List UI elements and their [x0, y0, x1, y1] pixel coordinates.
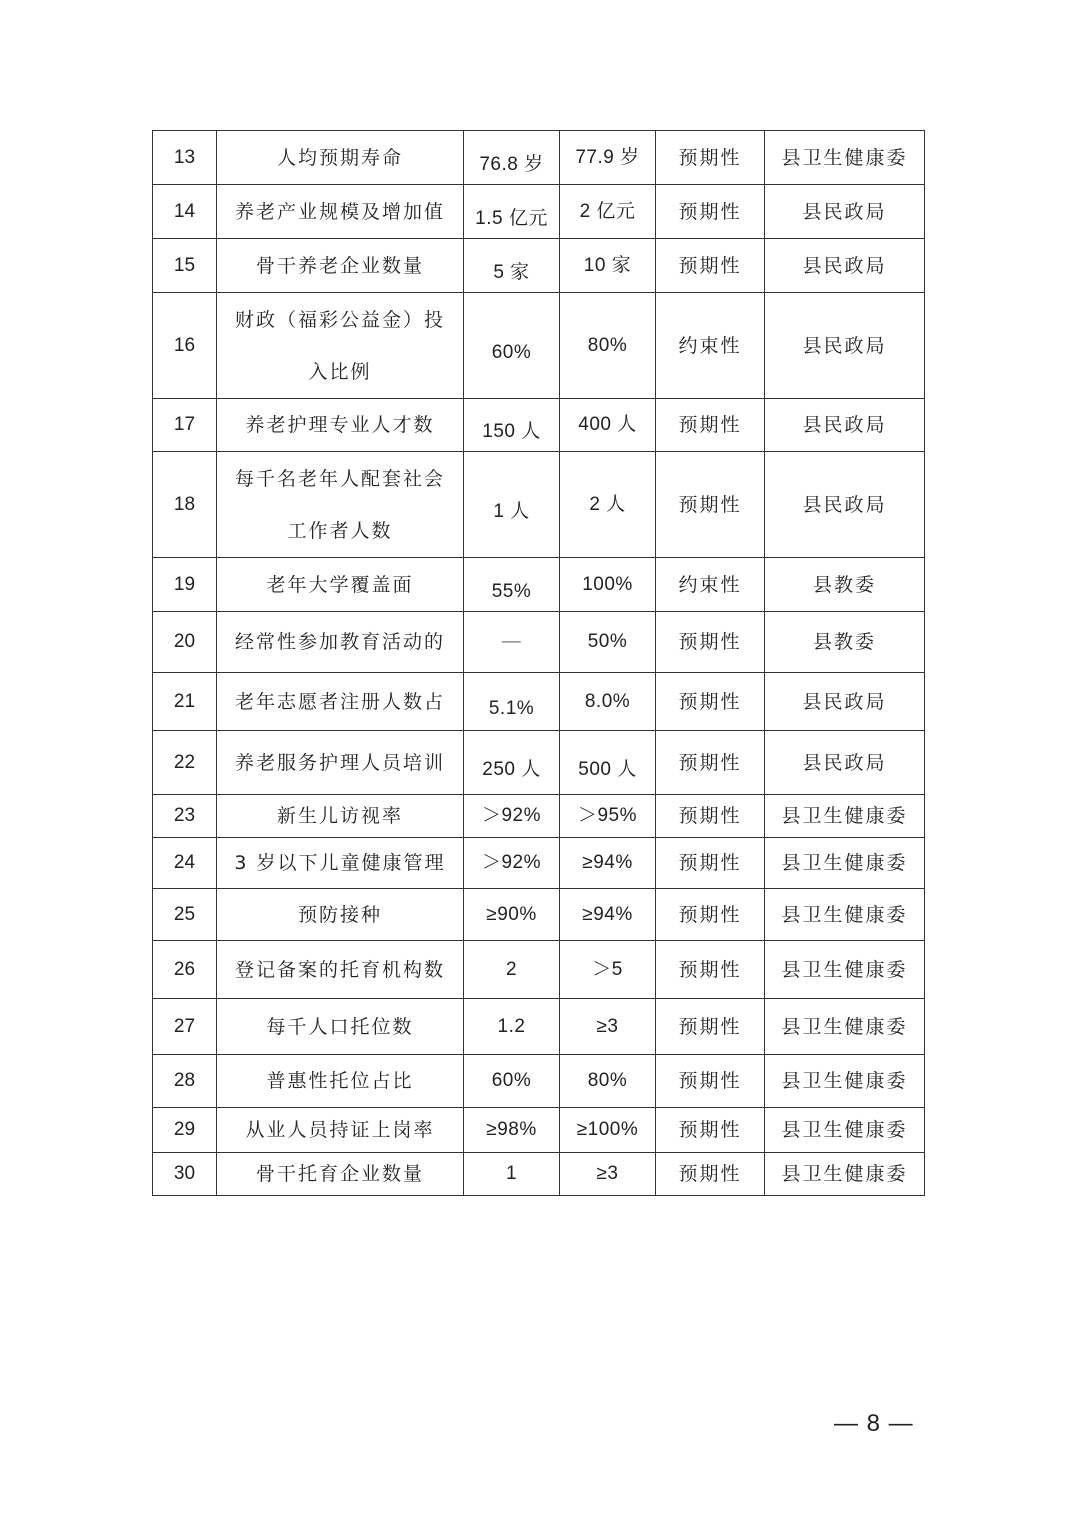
- responsible-department: 县卫生健康委: [765, 941, 925, 999]
- indicator-name: 经常性参加教育活动的: [217, 612, 464, 673]
- row-number: 14: [153, 185, 217, 239]
- baseline-value: ≥98%: [464, 1108, 560, 1153]
- table-row: [153, 239, 925, 293]
- target-value: ≥94%: [560, 889, 656, 941]
- indicator-attribute: 预期性: [656, 185, 765, 239]
- indicator-attribute: 预期性: [656, 131, 765, 185]
- indicator-name: 财政（福彩公益金）投入比例: [217, 293, 464, 399]
- responsible-department: 县卫生健康委: [765, 838, 925, 889]
- row-number: 27: [153, 999, 217, 1055]
- indicator-attribute: 预期性: [656, 999, 765, 1055]
- baseline-value: 55%: [464, 558, 560, 612]
- target-value: 50%: [560, 612, 656, 673]
- row-number: 24: [153, 838, 217, 889]
- indicator-attribute: 预期性: [656, 941, 765, 999]
- indicator-attribute: 预期性: [656, 673, 765, 731]
- baseline-value: 1: [464, 1153, 560, 1196]
- table-row: [153, 1153, 925, 1196]
- baseline-value: 150 人: [464, 399, 560, 452]
- table-row: [153, 452, 925, 558]
- indicator-table-container: [152, 130, 924, 1196]
- baseline-value: ＞92%: [464, 838, 560, 889]
- target-value: ＞95%: [560, 795, 656, 838]
- responsible-department: 县民政局: [765, 293, 925, 399]
- indicator-name: 养老护理专业人才数: [217, 399, 464, 452]
- responsible-department: 县教委: [765, 612, 925, 673]
- row-number: 22: [153, 731, 217, 795]
- baseline-value: 1.5 亿元: [464, 185, 560, 239]
- table-row: [153, 999, 925, 1055]
- target-value: ≥94%: [560, 838, 656, 889]
- target-value: ≥3: [560, 1153, 656, 1196]
- table-row: [153, 399, 925, 452]
- row-number: 25: [153, 889, 217, 941]
- row-number: 23: [153, 795, 217, 838]
- indicator-attribute: 预期性: [656, 1153, 765, 1196]
- responsible-department: 县民政局: [765, 673, 925, 731]
- baseline-value: 2: [464, 941, 560, 999]
- row-number: 18: [153, 452, 217, 558]
- indicator-attribute: 约束性: [656, 558, 765, 612]
- table-row: [153, 612, 925, 673]
- baseline-value: 60%: [464, 1055, 560, 1108]
- target-value: 400 人: [560, 399, 656, 452]
- baseline-value: 5.1%: [464, 673, 560, 731]
- indicator-name: 老年大学覆盖面: [217, 558, 464, 612]
- responsible-department: 县卫生健康委: [765, 795, 925, 838]
- indicator-attribute: 预期性: [656, 1108, 765, 1153]
- baseline-value: 5 家: [464, 239, 560, 293]
- indicator-table: [152, 130, 925, 1196]
- target-value: 10 家: [560, 239, 656, 293]
- table-row: [153, 941, 925, 999]
- target-value: 2 亿元: [560, 185, 656, 239]
- responsible-department: 县卫生健康委: [765, 131, 925, 185]
- indicator-name: 骨干托育企业数量: [217, 1153, 464, 1196]
- indicator-attribute: 预期性: [656, 838, 765, 889]
- row-number: 13: [153, 131, 217, 185]
- responsible-department: 县民政局: [765, 452, 925, 558]
- target-value: 2 人: [560, 452, 656, 558]
- row-number: 19: [153, 558, 217, 612]
- responsible-department: 县民政局: [765, 239, 925, 293]
- table-row: [153, 558, 925, 612]
- target-value: 8.0%: [560, 673, 656, 731]
- indicator-attribute: 预期性: [656, 452, 765, 558]
- responsible-department: 县教委: [765, 558, 925, 612]
- page-number: — 8 —: [834, 1410, 914, 1437]
- indicator-attribute: 预期性: [656, 612, 765, 673]
- target-value: 80%: [560, 293, 656, 399]
- table-row: [153, 1055, 925, 1108]
- target-value: 80%: [560, 1055, 656, 1108]
- baseline-value: ＞92%: [464, 795, 560, 838]
- baseline-value: 76.8 岁: [464, 131, 560, 185]
- baseline-value: 250 人: [464, 731, 560, 795]
- row-number: 29: [153, 1108, 217, 1153]
- row-number: 26: [153, 941, 217, 999]
- responsible-department: 县卫生健康委: [765, 1055, 925, 1108]
- target-value: 77.9 岁: [560, 131, 656, 185]
- indicator-attribute: 预期性: [656, 731, 765, 795]
- indicator-attribute: 预期性: [656, 239, 765, 293]
- target-value: 100%: [560, 558, 656, 612]
- indicator-name: 登记备案的托育机构数: [217, 941, 464, 999]
- indicator-name: 从业人员持证上岗率: [217, 1108, 464, 1153]
- row-number: 16: [153, 293, 217, 399]
- baseline-value: 60%: [464, 293, 560, 399]
- responsible-department: 县民政局: [765, 731, 925, 795]
- target-value: ＞5: [560, 941, 656, 999]
- row-number: 15: [153, 239, 217, 293]
- row-number: 28: [153, 1055, 217, 1108]
- table-row: [153, 889, 925, 941]
- target-value: 500 人: [560, 731, 656, 795]
- indicator-name: 新生儿访视率: [217, 795, 464, 838]
- baseline-value: —: [464, 612, 560, 673]
- indicator-name: 预防接种: [217, 889, 464, 941]
- indicator-name: 普惠性托位占比: [217, 1055, 464, 1108]
- indicator-attribute: 约束性: [656, 293, 765, 399]
- table-row: [153, 185, 925, 239]
- indicator-name: 人均预期寿命: [217, 131, 464, 185]
- table-row: [153, 1108, 925, 1153]
- table-row: [153, 838, 925, 889]
- responsible-department: 县民政局: [765, 185, 925, 239]
- baseline-value: 1 人: [464, 452, 560, 558]
- indicator-attribute: 预期性: [656, 795, 765, 838]
- indicator-name: 每千名老年人配套社会工作者人数: [217, 452, 464, 558]
- responsible-department: 县卫生健康委: [765, 1108, 925, 1153]
- target-value: ≥3: [560, 999, 656, 1055]
- baseline-value: ≥90%: [464, 889, 560, 941]
- responsible-department: 县卫生健康委: [765, 1153, 925, 1196]
- indicator-attribute: 预期性: [656, 889, 765, 941]
- indicator-attribute: 预期性: [656, 1055, 765, 1108]
- indicator-name: 每千人口托位数: [217, 999, 464, 1055]
- row-number: 17: [153, 399, 217, 452]
- row-number: 21: [153, 673, 217, 731]
- indicator-attribute: 预期性: [656, 399, 765, 452]
- table-row: [153, 131, 925, 185]
- indicator-name: 养老服务护理人员培训: [217, 731, 464, 795]
- responsible-department: 县卫生健康委: [765, 889, 925, 941]
- baseline-value: 1.2: [464, 999, 560, 1055]
- indicator-name: 3 岁以下儿童健康管理: [217, 838, 464, 889]
- target-value: ≥100%: [560, 1108, 656, 1153]
- indicator-name: 老年志愿者注册人数占: [217, 673, 464, 731]
- responsible-department: 县民政局: [765, 399, 925, 452]
- responsible-department: 县卫生健康委: [765, 999, 925, 1055]
- table-row: [153, 795, 925, 838]
- indicator-name: 骨干养老企业数量: [217, 239, 464, 293]
- row-number: 20: [153, 612, 217, 673]
- indicator-name: 养老产业规模及增加值: [217, 185, 464, 239]
- row-number: 30: [153, 1153, 217, 1196]
- table-row: [153, 293, 925, 399]
- table-row: [153, 731, 925, 795]
- table-row: [153, 673, 925, 731]
